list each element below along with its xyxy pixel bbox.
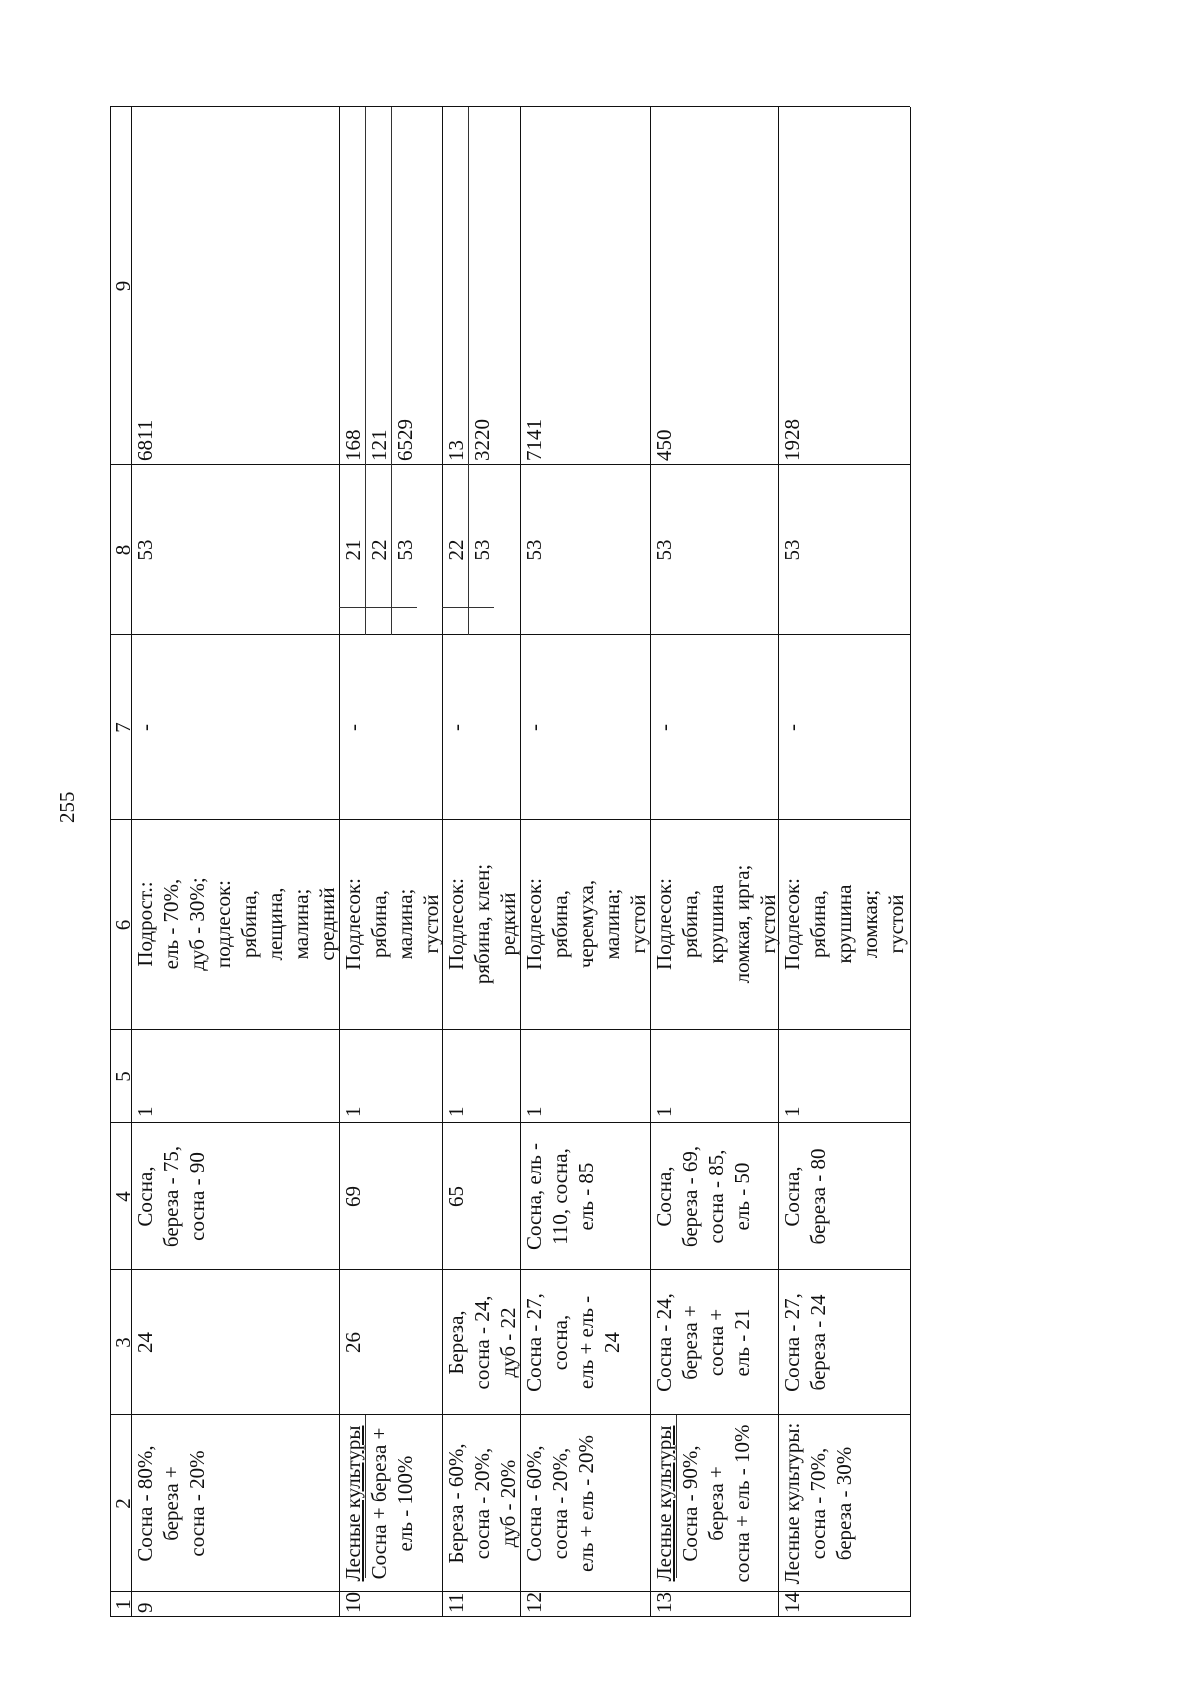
subrow-rule [468,107,469,635]
dash-value: - [444,724,468,731]
area-value: 168 [341,429,365,461]
dash-value: - [522,724,546,731]
species-composition: Сосна + береза + ель - 100% [367,1427,417,1580]
species-composition: Лесные культуры: сосна - 70%, береза - 30% [780,1422,856,1585]
subrow-rule [365,107,366,635]
column-rule-9 [110,106,910,107]
dash-value: - [341,724,365,731]
height-value: 65 [444,1186,468,1207]
age-value: Береза, сосна - 24, дуб - 22 [444,1295,520,1390]
code-value: 53 [522,539,546,561]
area-value: 450 [652,429,676,461]
page-number: 255 [55,791,79,823]
class-value: 1 [341,1106,365,1117]
subrow-left-rule [339,607,417,608]
code-value: 53 [470,539,494,561]
area-value: 13 [444,440,468,461]
area-value: 7141 [522,419,546,461]
row-number: 10 [341,1592,365,1613]
dash-value: - [133,724,157,731]
height-value: Сосна, береза - 69, сосна - 85, ель - 50 [652,1145,754,1248]
column-header-1: 1 [111,1599,135,1610]
height-value: Сосна, ель - 110, сосна, ель - 85 [522,1142,598,1251]
column-rule-8 [110,464,910,465]
column-header-3: 3 [111,1337,135,1348]
column-header-2: 2 [111,1498,135,1509]
column-rule-5 [110,1029,910,1030]
code-value: 53 [393,539,417,561]
column-header-6: 6 [111,919,135,931]
undergrowth-value: Подлесок: рябина, крушина ломкая, ирга; густой [652,864,780,984]
code-value: 21 [341,539,365,561]
column-rule-2 [110,1414,910,1415]
class-value: 1 [652,1106,676,1117]
dash-value: - [780,724,804,731]
undergrowth-value: Подлесок: рябина, клен; редкий [444,863,520,985]
area-value: 6529 [393,419,417,461]
height-value: Сосна, береза - 80 [780,1148,830,1245]
subrow-left-rule [442,607,494,608]
row-number: 12 [522,1592,546,1613]
column-header-9: 9 [111,280,135,292]
forest-culture-title: Лесные культуры [652,1425,676,1582]
row-number: 14 [780,1592,804,1613]
forest-culture-title: Лесные культуры [341,1425,365,1582]
code-value: 53 [780,539,804,561]
column-header-7: 7 [111,722,135,733]
column-header-4: 4 [111,1191,135,1202]
area-value: 6811 [133,419,157,461]
code-value: 22 [367,539,391,561]
species-composition: Сосна - 90%, береза + сосна + ель - 10% [678,1424,754,1583]
row-rule-7 [910,107,911,1617]
column-rule-6 [110,819,910,820]
row-number: 9 [133,1602,157,1613]
age-value: Сосна - 27, сосна, ель + ель - 24 [522,1293,624,1392]
age-value: Сосна - 27, береза - 24 [780,1293,830,1392]
column-rule-4 [110,1122,910,1123]
area-value: 121 [367,429,391,461]
column-header-5: 5 [111,1071,135,1082]
class-value: 1 [133,1106,157,1117]
undergrowth-value: Подлесок: рябина, черемуха, малина; густой [522,878,650,970]
undergrowth-value: Подлесок: рябина, крушина ломкая; густой [780,878,908,970]
undergrowth-value: Подлесок: рябина, малина; густой [341,878,443,970]
column-rule-3 [110,1269,910,1270]
age-value: 26 [341,1332,365,1353]
area-value: 1928 [780,419,804,461]
class-value: 1 [444,1106,468,1117]
age-value: 24 [133,1332,157,1353]
species-table [110,47,990,1617]
species-composition: Береза - 60%, сосна - 20%, дуб - 20% [444,1443,520,1564]
dash-value: - [652,724,676,731]
class-value: 1 [522,1106,546,1117]
species-composition: Сосна - 60%, сосна - 20%, ель + ель - 20% [522,1434,598,1573]
area-value: 3220 [470,419,494,461]
code-value: 22 [444,539,468,561]
column-header-8: 8 [111,544,135,556]
undergrowth-value: Подрост.: ель - 70%, дуб - 30%; подлесок: рябина, лещина, малина; средний [133,877,339,971]
age-value: Сосна - 24, береза + сосна + ель - 21 [652,1293,754,1392]
subrow-rule [391,107,392,635]
code-value: 53 [133,539,157,561]
column-rule-0 [110,1616,910,1617]
row-number: 11 [444,1592,468,1613]
code-value: 53 [652,539,676,561]
height-value: Сосна, береза - 75, сосна - 90 [133,1145,209,1248]
height-value: 69 [341,1186,365,1207]
class-value: 1 [780,1106,804,1117]
species-composition: Сосна - 80%, береза + сосна - 20% [133,1445,209,1562]
column-rule-7 [110,634,910,635]
row-number: 13 [652,1592,676,1613]
